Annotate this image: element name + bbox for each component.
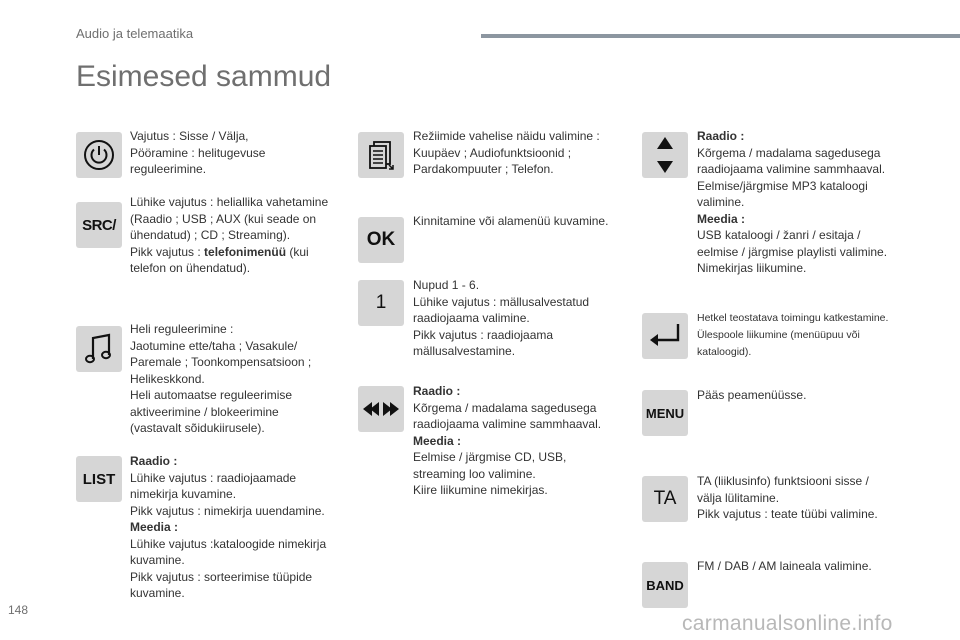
desc-src [130,194,345,277]
desc-preset [413,277,628,360]
desc-line [413,433,628,450]
watermark: carmanualsonline.info [682,612,893,635]
desc-line [413,128,628,145]
desc-bold: Raadio : [413,384,461,398]
desc-text: Heli automaatse reguleerimise [130,388,293,402]
desc-text: Kuupäev ; Audiofunktsioonid ; [413,145,572,160]
desc-text: Vajutus : Sisse / Välja, [130,129,249,143]
desc-line [130,260,345,277]
back-button [642,313,688,359]
desc-bold: Raadio : [130,454,178,468]
desc-line [697,558,912,575]
desc-text: Pääs peamenüüsse. [697,388,807,402]
desc-text: Kiire liikumine nimekirjas. [413,483,548,497]
desc-text: ühendatud) ; CD ; Streaming). [130,228,291,242]
desc-line [697,387,912,404]
header-bar [481,34,960,38]
desc-line [413,310,628,327]
desc-text: TA (liiklusinfo) funktsiooni sisse / [697,474,869,488]
desc-line [130,211,345,228]
desc-power [130,128,345,178]
desc-line [413,400,628,417]
desc-line [130,404,345,421]
desc-bold: telefonimenüü [204,244,287,259]
desc-text: raadiojaama valimine sammhaaval. [697,162,886,176]
desc-text: raadiojaama valimine sammhaaval. [413,417,602,431]
desc-text: Režiimide vahelise näidu valimine : [413,129,600,143]
desc-line [130,321,345,338]
desc-line [130,519,345,536]
desc-text: Lühike vajutus : mällusalvestatud [413,294,590,309]
desc-text: Pardakompuuter ; Telefon. [413,162,554,176]
desc-line [697,260,912,277]
desc-line [130,244,345,261]
desc-line [130,145,345,162]
up-down-button [642,132,688,178]
desc-line [697,194,912,211]
desc-line [697,244,912,261]
desc-text: Hetkel teostatava toimingu katkestamine. [697,312,889,324]
display-mode-icon [365,139,397,171]
desc-text: nimekirja kuvamine. [130,487,237,501]
desc-line [130,536,345,553]
desc-back [697,310,917,361]
desc-line [130,503,345,520]
desc-line [697,506,912,523]
desc-line [413,145,628,162]
desc-line [130,387,345,404]
desc-bold: Meedia : [697,211,746,226]
power-icon [83,139,115,171]
desc-text: USB kataloogi / žanri / esitaja / [697,228,861,242]
desc-line [130,486,345,503]
desc-bold: Raadio : [697,129,745,143]
desc-text: Pikk vajutus : sorteerimise tüüpide [130,569,313,584]
desc-text: telefon on ühendatud). [130,261,251,275]
desc-up-down [697,128,912,277]
desc-line [130,371,345,388]
desc-text: mällusalvestamine. [413,344,516,358]
desc-text: Pikk vajutus : nimekirja uuendamine. [130,503,325,518]
desc-text: FM / DAB / AM laineala valimine. [697,559,872,573]
desc-line [413,482,628,499]
desc-line [130,470,345,487]
desc-line [130,585,345,602]
desc-line [130,552,345,569]
desc-line [697,178,912,195]
desc-text: Lühike vajutus : raadiojaamade [130,470,297,485]
seek-button [358,386,404,432]
desc-line [413,277,628,294]
desc-bold: Meedia : [130,520,179,534]
desc-text: Nimekirjas liikumine. [697,261,807,275]
desc-text: Lühike vajutus :kataloogide nimekirja [130,536,327,551]
desc-line [130,420,345,437]
section-label: Audio ja telemaatika [76,26,194,41]
desc-band [697,558,912,575]
desc-text: kuvamine. [130,553,185,567]
menu-button: MENU [642,390,688,436]
page-number: 148 [8,603,29,617]
desc-text: (vastavalt sõidukiirusele). [130,421,265,435]
desc-bold: Meedia : [413,433,462,448]
desc-line [413,343,628,360]
desc-line [413,466,628,483]
desc-text: Eelmise/järgmise MP3 kataloogi [697,178,868,193]
desc-line [697,211,912,228]
music-note-icon [84,332,114,366]
desc-line [413,161,628,178]
desc-line [697,473,912,490]
ok-button: OK [358,217,404,263]
desc-line [413,213,628,230]
list-button: LIST [76,456,122,502]
desc-text: aktiveerimine / blokeerimine [130,404,279,419]
desc-line [697,344,917,361]
desc-line [697,128,912,145]
desc-ta [697,473,912,523]
seek-left-right-icon [361,399,401,419]
desc-line [697,161,912,178]
desc-line [130,338,345,355]
preset-button: 1 [358,280,404,326]
desc-text: Kõrgema / madalama sagedusega [697,145,881,160]
desc-ok [413,213,628,230]
desc-line [130,227,345,244]
desc-text: Jaotumine ette/taha ; Vasakule/ [130,338,298,353]
desc-text: valimine. [697,195,745,209]
src-button: SRC/ [76,202,122,248]
desc-line [130,569,345,586]
desc-text: Heli reguleerimine : [130,322,234,336]
desc-text: raadiojaama valimine. [413,311,530,325]
desc-text: Helikeskkond. [130,371,205,386]
ta-button: TA [642,476,688,522]
desc-audio-settings [130,321,345,437]
desc-line [697,490,912,507]
desc-text: reguleerimine. [130,162,207,176]
desc-text: Paremale ; Toonkompensatsioon ; [130,355,312,369]
desc-text: Ülespoole liikumine (menüüpuu või [697,329,860,341]
desc-display-mode [413,128,628,178]
desc-text: Nupud 1 - 6. [413,278,480,292]
desc-line [413,383,628,400]
desc-line [130,453,345,470]
audio-settings-button [76,326,122,372]
desc-text: Pikk vajutus : [130,244,205,259]
desc-text: Pikk vajutus : raadiojaama [413,327,554,342]
desc-text: kuvamine. [130,586,185,600]
desc-line [697,310,917,327]
desc-line [413,294,628,311]
desc-text: (kui [286,244,309,259]
desc-seek [413,383,628,499]
desc-line [697,227,912,244]
desc-text: välja lülitamine. [697,490,780,505]
page-title: Esimesed sammud [76,60,332,93]
desc-text: Eelmise / järgmise CD, USB, [413,450,567,464]
desc-text: Kinnitamine või alamenüü kuvamine. [413,214,609,228]
desc-line [130,161,345,178]
desc-line [413,327,628,344]
desc-text: streaming loo valimine. [413,466,536,481]
desc-text: Lühike vajutus : heliallika vahetamine [130,195,329,209]
desc-line [413,416,628,433]
desc-text: Pööramine : helitugevuse [130,145,266,160]
desc-line [130,194,345,211]
desc-list [130,453,345,602]
desc-line [697,145,912,162]
desc-text: Kõrgema / madalama sagedusega [413,400,597,415]
desc-line [130,354,345,371]
desc-line [130,128,345,145]
up-down-arrows-icon [654,135,676,175]
desc-line [413,449,628,466]
desc-text: kataloogid). [697,346,752,358]
desc-text: (Raadio ; USB ; AUX (kui seade on [130,211,317,226]
band-button: BAND [642,562,688,608]
display-mode-button [358,132,404,178]
back-icon [648,322,682,350]
desc-text: Pikk vajutus : teate tüübi valimine. [697,507,878,521]
desc-menu [697,387,912,404]
power-button [76,132,122,178]
desc-line [697,327,917,344]
desc-text: eelmise / järgmise playlisti valimine. [697,244,888,259]
